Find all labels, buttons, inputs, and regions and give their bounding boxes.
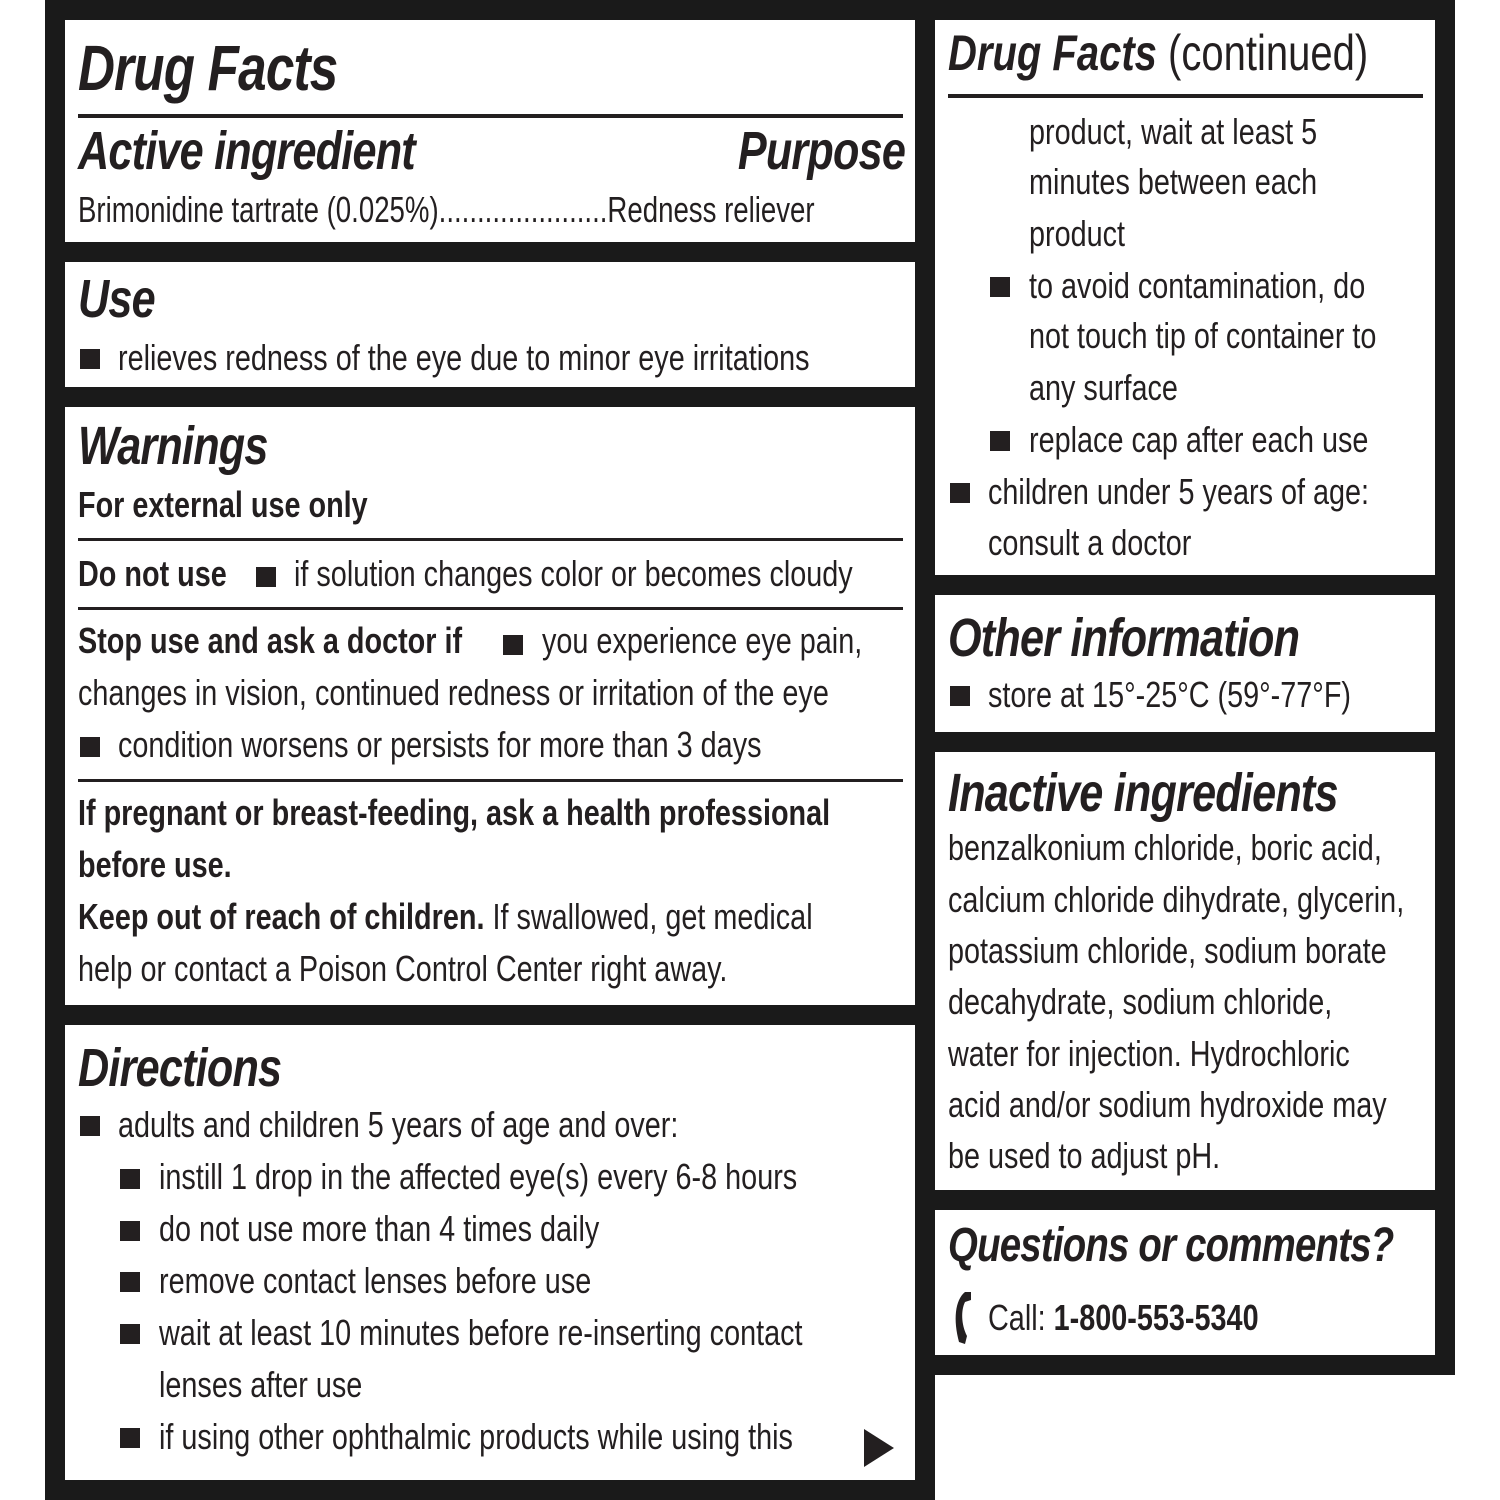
continued-title-bold: Drug Facts xyxy=(948,25,1157,81)
stop-use-item-2: condition worsens or persists for more than 3 days xyxy=(118,724,762,765)
use-item: relieves redness of the eye due to minor eye irritations xyxy=(118,337,810,378)
warnings-divider-2 xyxy=(78,607,903,610)
directions-sub-3: remove contact lenses before use xyxy=(159,1260,592,1301)
bullet-icon xyxy=(503,635,523,655)
keep-out-label: Keep out of reach of children. xyxy=(78,896,485,937)
pregnant-warning-cont: before use. xyxy=(78,844,232,885)
bullet-icon xyxy=(120,1169,140,1189)
warnings-divider-1 xyxy=(78,538,903,541)
active-ingredient-heading: Active ingredient xyxy=(78,121,415,181)
active-ingredient-line: Brimonidine tartrate (0.025%)......................Redness reliever xyxy=(78,189,815,230)
avoid-contamination-2: not touch tip of container to xyxy=(1029,315,1377,356)
directions-sub-1: instill 1 drop in the affected eye(s) every 6-8 hours xyxy=(159,1156,798,1197)
title-divider xyxy=(78,114,903,118)
phone-number[interactable]: 1-800-553-5340 xyxy=(1053,1297,1259,1338)
directions-panel xyxy=(65,1025,915,1480)
directions-sub-5: if using other ophthalmic products while using this xyxy=(159,1416,793,1457)
do-not-use-text: if solution changes color or becomes cloudy xyxy=(294,553,853,594)
replace-cap: replace cap after each use xyxy=(1029,419,1369,460)
inactive-line-2: calcium chloride dihydrate, glycerin, xyxy=(948,879,1405,920)
bullet-icon xyxy=(80,349,100,369)
drug-facts-continued-panel xyxy=(935,20,1435,575)
children-under-5: children under 5 years of age: xyxy=(988,471,1370,512)
directions-sub-4-cont: lenses after use xyxy=(159,1364,363,1405)
warnings-panel xyxy=(65,407,915,1005)
bullet-icon xyxy=(120,1272,140,1292)
avoid-contamination-3: any surface xyxy=(1029,367,1178,408)
inactive-line-6: acid and/or sodium hydroxide may xyxy=(948,1084,1387,1125)
warnings-heading: Warnings xyxy=(78,416,268,476)
keep-out-text: If swallowed, get medical xyxy=(484,896,813,937)
pregnant-warning: If pregnant or breast-feeding, ask a health professional xyxy=(78,792,831,833)
directions-item-adults: adults and children 5 years of age and over: xyxy=(118,1104,679,1145)
use-heading: Use xyxy=(78,269,155,329)
other-information-heading: Other information xyxy=(948,608,1300,668)
bullet-icon xyxy=(120,1324,140,1344)
call-label: Call: xyxy=(988,1297,1054,1338)
bullet-icon xyxy=(256,567,276,587)
stop-use-label: Stop use and ask a doctor if xyxy=(78,620,463,661)
use-panel xyxy=(65,262,915,387)
phone-line xyxy=(988,1297,1259,1338)
other-information-panel xyxy=(935,595,1435,732)
directions-heading: Directions xyxy=(78,1038,282,1098)
inactive-ingredients-heading: Inactive ingredients xyxy=(948,763,1338,823)
continued-text-1: product, wait at least 5 xyxy=(1029,111,1318,152)
questions-panel xyxy=(935,1210,1435,1355)
continued-text-2: minutes between each xyxy=(1029,161,1318,202)
drug-facts-title: Drug Facts xyxy=(78,32,338,104)
do-not-use-label: Do not use xyxy=(78,553,227,594)
inactive-line-5: water for injection. Hydrochloric xyxy=(948,1033,1350,1074)
directions-sub-2: do not use more than 4 times daily xyxy=(159,1208,600,1249)
inactive-line-7: be used to adjust pH. xyxy=(948,1135,1221,1176)
continued-title-suffix: (continued) xyxy=(1156,25,1369,81)
keep-out-text-cont: help or contact a Poison Control Center right away. xyxy=(78,948,728,989)
bullet-icon xyxy=(80,737,100,757)
continue-arrow-icon xyxy=(864,1429,896,1467)
bullet-icon xyxy=(950,686,970,706)
bullet-icon xyxy=(80,1116,100,1136)
continued-title xyxy=(948,25,1369,81)
bullet-icon xyxy=(990,431,1010,451)
bullet-icon xyxy=(990,277,1010,297)
phone-icon xyxy=(951,1290,977,1346)
avoid-contamination-1: to avoid contamination, do xyxy=(1029,265,1366,306)
storage-item: store at 15°-25°C (59°-77°F) xyxy=(988,674,1352,715)
bullet-icon xyxy=(120,1221,140,1241)
continued-text-3: product xyxy=(1029,213,1126,254)
external-use-text: For external use only xyxy=(78,484,368,525)
inactive-line-1: benzalkonium chloride, boric acid, xyxy=(948,827,1382,868)
warnings-divider-3 xyxy=(78,779,903,782)
keep-out-of-reach xyxy=(78,896,813,937)
purpose-heading: Purpose xyxy=(737,121,905,181)
stop-use-text-cont: changes in vision, continued redness or irritation of the eye xyxy=(78,672,829,713)
inactive-ingredients-panel xyxy=(935,752,1435,1190)
bullet-icon xyxy=(950,483,970,503)
children-under-5-cont: consult a doctor xyxy=(988,522,1192,563)
questions-heading: Questions or comments? xyxy=(948,1219,1394,1272)
inactive-line-4: decahydrate, sodium chloride, xyxy=(948,981,1333,1022)
stop-use-text: you experience eye pain, xyxy=(542,620,863,661)
drug-facts-panel xyxy=(65,20,915,242)
continued-divider xyxy=(948,94,1423,98)
inactive-line-3: potassium chloride, sodium borate xyxy=(948,930,1387,971)
directions-sub-4: wait at least 10 minutes before re-inserting contact xyxy=(159,1312,803,1353)
bullet-icon xyxy=(120,1428,140,1448)
